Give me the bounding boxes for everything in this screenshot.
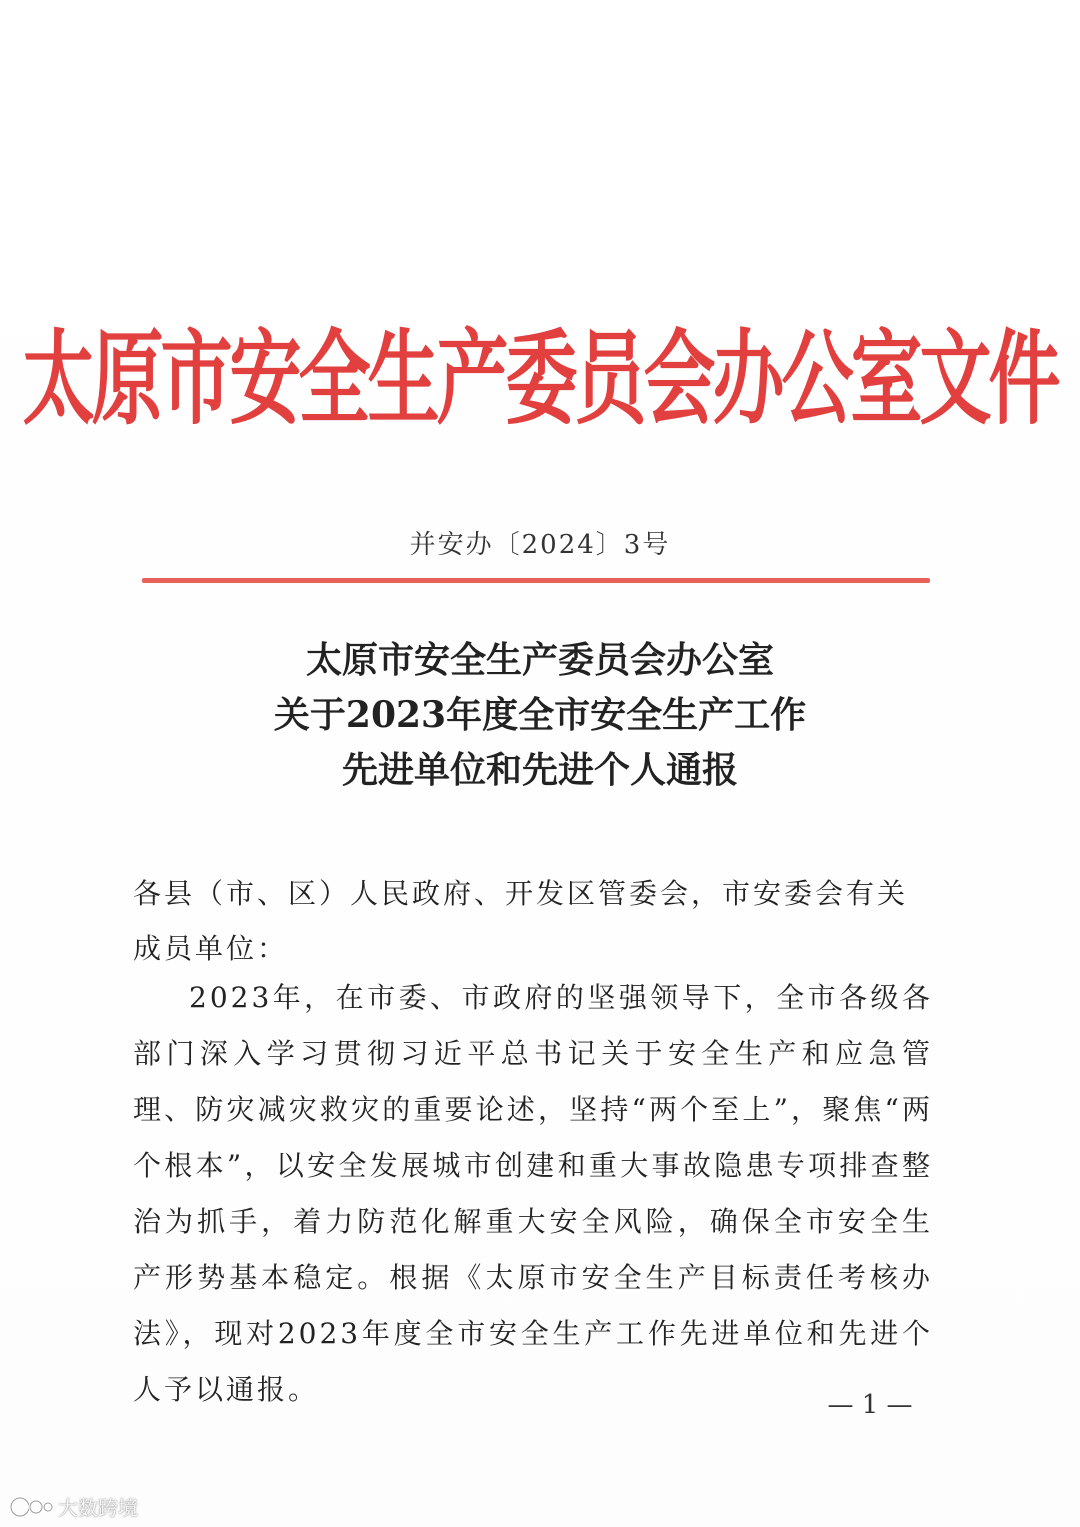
document-number: 并安办〔2024〕3号 (409, 530, 671, 560)
notice-title (0, 636, 1080, 801)
body-paragraph: 2023年，在市委、市政府的坚强领导下，全市各级各部门深入学习贯彻习近平总书记关于安全生产和应急管理、防灾减灾救灾的重要论述，坚持“两个至上”，聚焦“两个根本”，以安全发展城市创建和重大事故隐患专项排查整治为抓手，着力防范化解重大安全风险，确保全市安全生产形势基本稳定。根据《太原市安全生产目标责任考核办法》，现对2023年度全市安全生产工作先进单位和先进个人予以通报。 (133, 981, 933, 1406)
watermark-text: 大数跨境 (58, 1496, 138, 1520)
red-divider-line (142, 578, 930, 583)
document-header-title: 太原市安全生产委员会办公室文件 (22, 317, 1058, 438)
watermark (8, 1492, 138, 1521)
notice-title-line-3: 先进单位和先进个人通报 (341, 749, 738, 791)
page-number: — 1 — (827, 1390, 913, 1420)
watermark-logo-icon (8, 1495, 54, 1519)
notice-title-line-2: 关于2023年度全市安全生产工作 (273, 694, 807, 736)
notice-title-line-1: 太原市安全生产委员会办公室 (305, 639, 774, 681)
addressee-line: 各县（市、区）人民政府、开发区管委会，市安委会有关成员单位： (133, 877, 909, 965)
